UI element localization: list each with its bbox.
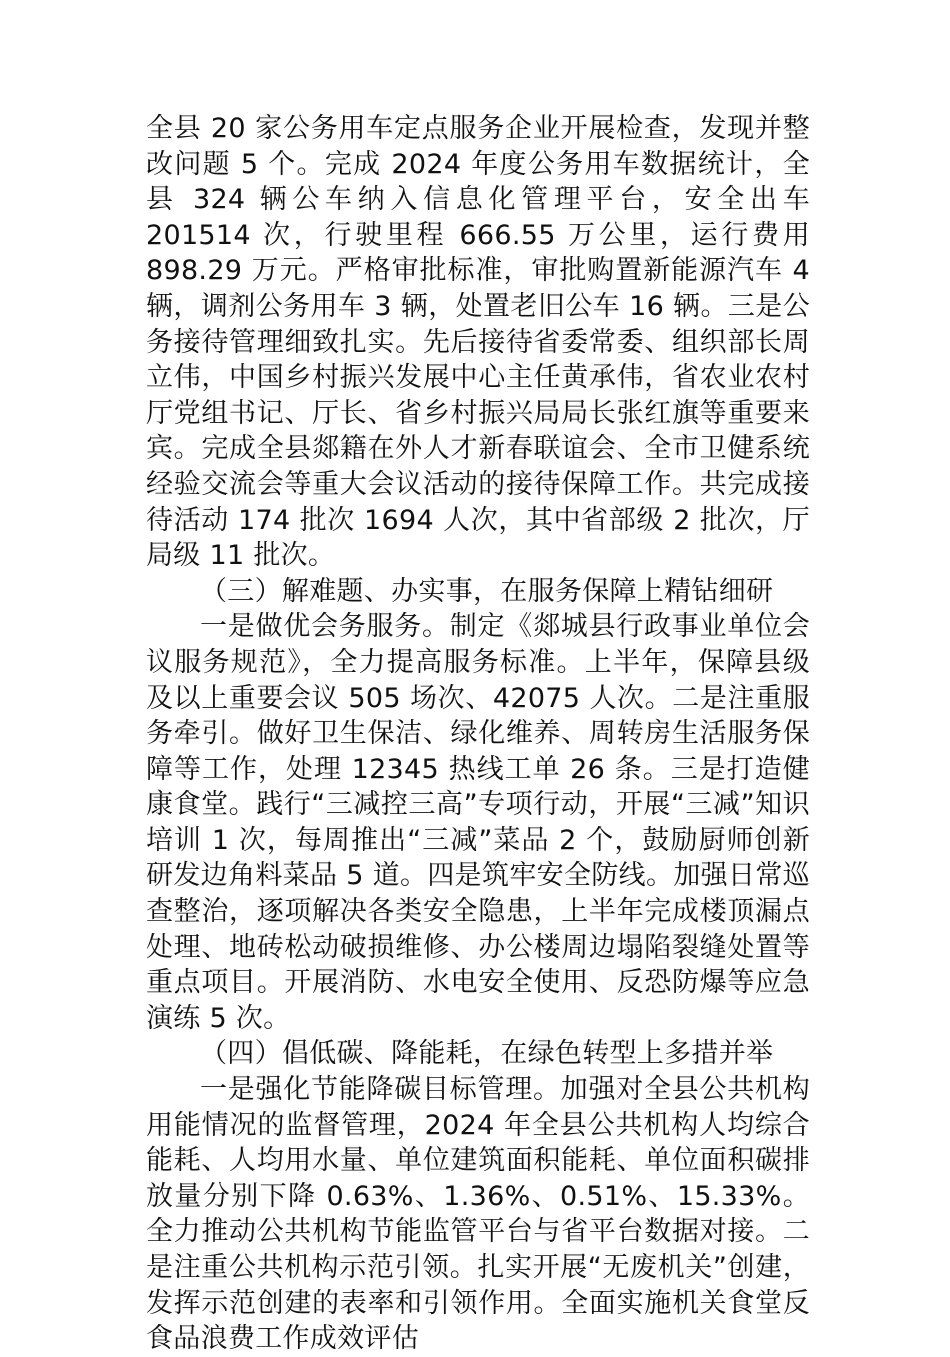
body-paragraph: 一是强化节能降碳目标管理。加强对全县公共机构用能情况的监督管理，2024 年全县公共机构人均综合能耗、人均用水量、单位建筑面积能耗、单位面积碳排放量分别下降 0.63%、1.36%、0.51%、15.33%。全力推动公共机构节能监管平台与省平台数据对接。二是注重公共机构示范引领。扎实开展“无废机关”创建，发挥示范创建的表率和引领作用。全面实施机关食堂反食品浪费工作成效评估 — [146, 1074, 810, 1355]
document-body — [146, 111, 810, 1357]
section-heading: （四）倡低碳、降能耗，在绿色转型上多措并举 — [200, 1038, 774, 1070]
body-paragraph: 一是做优会务服务。制定《郯城县行政事业单位会议服务规范》，全力提高服务标准。上半年，保障县级及以上重要会议 505 场次、42075 人次。二是注重服务牵引。做好卫生保洁、绿化维养、周转房生活服务保障等工作，处理 12345 热线工单 26 条。三是打造健康食堂。践行“三减控三高”专项行动，开展“三减”知识培训 1 次，每周推出“三减”菜品 2 个，鼓励厨师创新研发边角料菜品 5 道。四是筑牢安全防线。加强日常巡查整治，逐项解决各类安全隐患，上半年完成楼顶漏点处理、地砖松动破损维修、办公楼周边塌陷裂缝处置等重点项目。开展消防、水电安全使用、反恐防爆等应急演练 5 次。 — [146, 611, 810, 1034]
section-heading: （三）解难题、办实事，在服务保障上精钻细研 — [200, 575, 774, 607]
body-paragraph: 全县 20 家公务用车定点服务企业开展检查，发现并整改问题 5 个。完成 2024 年度公务用车数据统计，全县 324 辆公车纳入信息化管理平台，安全出车 201514 次，行驶里程 666.55 万公里，运行费用 898.29 万元。严格审批标准，审批购置新能源汽车 4 辆，调剂公务用车 3 辆，处置老旧公车 16 辆。三是公务接待管理细致扎实。先后接待省委常委、组织部长周立伟，中国乡村振兴发展中心主任黄承伟，省农业农村厅党组书记、厅长、省乡村振兴局局长张红旗等重要来宾。完成全县郯籍在外人才新春联谊会、全市卫健系统经验交流会等重大会议活动的接待保障工作。共完成接待活动 174 批次 1694 人次，其中省部级 2 批次，厅局级 11 批次。 — [146, 113, 810, 572]
